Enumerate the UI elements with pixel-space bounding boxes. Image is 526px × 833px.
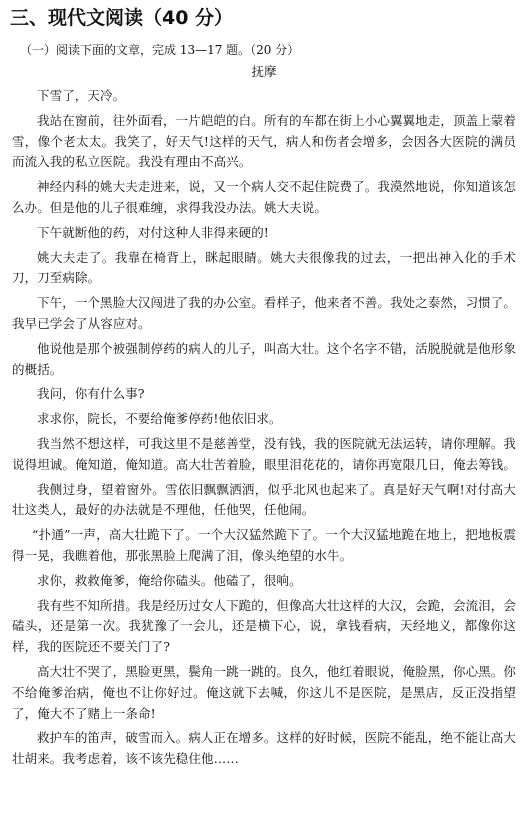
article-title: 抚摩	[251, 64, 277, 79]
paragraph: 姚大夫走了。我靠在椅背上，眯起眼睛。姚大夫很像我的过去，一把出神入化的手术刀，刀至病除。	[12, 249, 516, 286]
question-intro: （一）阅读下面的文章，完成 13—17 题。（20 分）	[20, 43, 300, 57]
paragraph: 高大壮不哭了，黑脸更黑，鬓角一跳一跳的。良久，他红着眼说，俺脸黑，你心黑。你不给俺爹治病，俺也不让你好过。俺这就下去喊，你这儿不是医院，是黑店，反正没指望了，俺大不了赌上一条命!	[12, 663, 516, 721]
paragraph: 下午，一个黑脸大汉闯进了我的办公室。看样子，他来者不善。我处之泰然，习惯了。我早已学会了从容应对。	[12, 295, 516, 331]
paragraph: 我当然不想这样，可我这里不是慈善堂，没有钱，我的医院就无法运转，请你理解。我说得坦诚。俺知道，俺知道。高大壮苦着脸，眼里泪花花的，请你再宽限几日，俺去筹钱。	[12, 435, 517, 472]
paragraph: 下午就断他的药，对付这种人非得来硬的!	[37, 224, 269, 240]
paragraph: 下雪了，天冷。	[37, 88, 126, 103]
paragraph: 救护车的笛声，破雪而入。病人正在增多。这样的好时候，医院不能乱，绝不能让高大壮胡来。我考虑着，该不该先稳住他……	[12, 730, 516, 767]
paragraph: 我侧过身，望着窗外。雪依旧飘飘洒洒，似乎北风也起来了。真是好天气啊!对付高大壮这类人，最好的办法就是不理他，任他哭，任他闹。	[12, 481, 516, 518]
paragraph: 我站在窗前，往外面看，一片皑皑的白。所有的车都在街上小心翼翼地走，顶盖上蒙着雪，像个老太太。我笑了，好天气!这样的天气，病人和伤者会增多，会因各大医院的满员而流入我的私立医院。我没有理由不高兴。	[12, 112, 516, 170]
paragraph: 他说他是那个被强制停药的病人的儿子，叫高大壮。这个名字不错，活脱脱就是他形象的概括。	[12, 340, 516, 377]
paragraph: 我问，你有什么事?	[37, 386, 145, 402]
paragraph: 神经内科的姚大夫走进来，说，又一个病人交不起住院费了。我漠然地说，你知道该怎么办。但是他的儿子很难缠，求得我没办法。姚大夫说。	[12, 179, 516, 215]
paragraph: 我有些不知所措。我是经历过女人下跪的，但像高大壮这样的大汉，会跪，会流泪，会磕头，还是第一次。我犹豫了一会儿，还是横下心，说，拿钱看病，天经地义，都像你这样，我的医院还不要关门了?	[12, 597, 516, 655]
paragraph: 求你，救救俺爹，俺给你磕头。他磕了，很响。	[37, 572, 302, 588]
paragraph: “扑通”一声，高大壮跪下了。一个大汉猛然跪下了。一个大汉猛地跪在地上，把地板震得一晃，我瞧着他，那张黑脸上爬满了泪，像头绝望的水牛。	[12, 527, 516, 563]
paragraph: 求求你，院长，不要给俺爹停药!他依旧求。	[37, 411, 282, 427]
section-title: 三、现代文阅读（40 分）	[10, 7, 234, 29]
